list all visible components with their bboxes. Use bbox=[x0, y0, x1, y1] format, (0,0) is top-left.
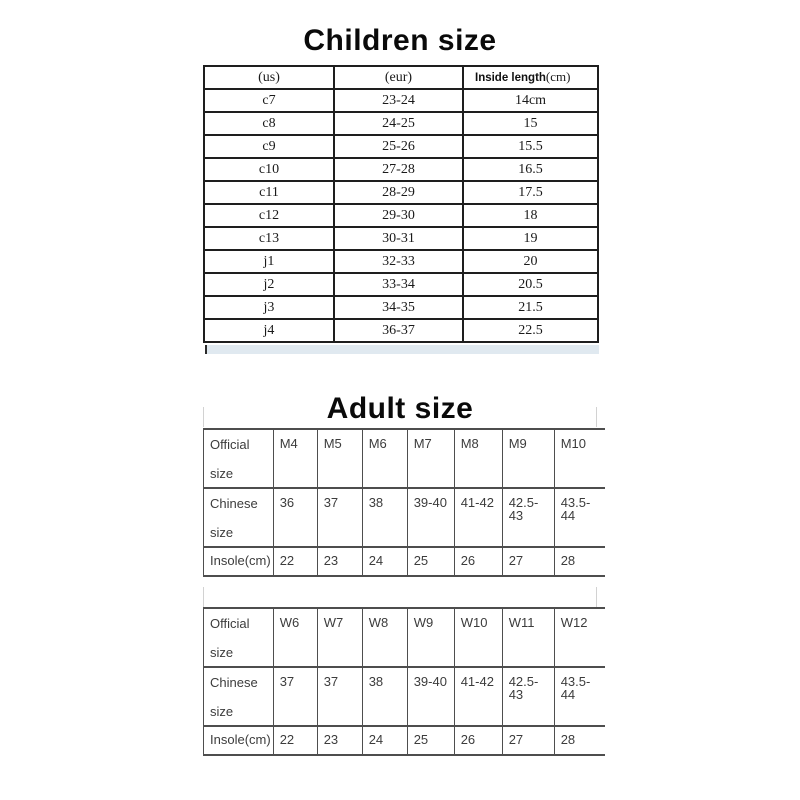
label-line: size bbox=[210, 525, 234, 540]
us-size-cell: j2 bbox=[204, 273, 334, 296]
chinese-size-cell: 36 bbox=[273, 488, 317, 547]
official-size-cell: W7 bbox=[317, 608, 362, 667]
row-label-insole: Insole(cm) bbox=[204, 726, 274, 755]
border-tick bbox=[596, 407, 597, 427]
inside-length-cell: 19 bbox=[463, 227, 598, 250]
table-row bbox=[204, 112, 598, 135]
table-row bbox=[204, 296, 598, 319]
insole-cell: 27 bbox=[502, 547, 554, 576]
inside-length-cell: 15.5 bbox=[463, 135, 598, 158]
chinese-size-cell: 37 bbox=[273, 667, 317, 726]
chinese-size-cell: 39-40 bbox=[407, 667, 454, 726]
chinese-size-cell: 38 bbox=[362, 667, 407, 726]
inside-length-cell: 22.5 bbox=[463, 319, 598, 342]
label-line: size bbox=[210, 645, 234, 660]
row-label-chinese bbox=[204, 667, 274, 726]
children-header-row bbox=[204, 66, 598, 89]
label-line: Chinese bbox=[210, 496, 258, 511]
us-size-cell: j4 bbox=[204, 319, 334, 342]
adult-size-title: Adult size bbox=[326, 392, 474, 425]
us-size-cell: j1 bbox=[204, 250, 334, 273]
us-size-cell: c8 bbox=[204, 112, 334, 135]
inside-length-cell: 21.5 bbox=[463, 296, 598, 319]
adult-size-table-women bbox=[203, 607, 605, 756]
insole-row bbox=[204, 726, 606, 755]
border-tick bbox=[203, 587, 204, 607]
insole-row bbox=[204, 547, 606, 576]
official-size-cell: W12 bbox=[554, 608, 605, 667]
chinese-size-cell: 42.5-43 bbox=[502, 488, 554, 547]
insole-cell: 23 bbox=[317, 726, 362, 755]
eur-size-cell: 29-30 bbox=[334, 204, 463, 227]
eur-size-cell: 27-28 bbox=[334, 158, 463, 181]
official-size-cell: M5 bbox=[317, 429, 362, 488]
chinese-size-cell: 41-42 bbox=[454, 488, 502, 547]
row-label-chinese bbox=[204, 488, 274, 547]
insole-cell: 25 bbox=[407, 547, 454, 576]
us-size-cell: c13 bbox=[204, 227, 334, 250]
border-tick bbox=[203, 407, 204, 427]
official-size-cell: W6 bbox=[273, 608, 317, 667]
eur-size-cell: 25-26 bbox=[334, 135, 463, 158]
insole-cell: 25 bbox=[407, 726, 454, 755]
adult-size-table-men bbox=[203, 428, 605, 577]
table-footer-strip bbox=[205, 345, 599, 354]
children-size-title: Children size bbox=[303, 24, 497, 57]
chinese-size-cell: 42.5-43 bbox=[502, 667, 554, 726]
us-size-cell: c9 bbox=[204, 135, 334, 158]
row-label-official bbox=[204, 608, 274, 667]
eur-size-cell: 36-37 bbox=[334, 319, 463, 342]
chinese-size-cell: 43.5-44 bbox=[554, 488, 605, 547]
us-size-cell: j3 bbox=[204, 296, 334, 319]
chinese-size-cell: 37 bbox=[317, 488, 362, 547]
official-size-cell: M6 bbox=[362, 429, 407, 488]
table-row bbox=[204, 135, 598, 158]
insole-cell: 26 bbox=[454, 547, 502, 576]
official-size-cell: M7 bbox=[407, 429, 454, 488]
table-row bbox=[204, 181, 598, 204]
chinese-size-row bbox=[204, 667, 606, 726]
official-size-cell: W9 bbox=[407, 608, 454, 667]
inside-length-cell: 16.5 bbox=[463, 158, 598, 181]
insole-cell: 27 bbox=[502, 726, 554, 755]
eur-size-cell: 33-34 bbox=[334, 273, 463, 296]
official-size-cell: W8 bbox=[362, 608, 407, 667]
table-row bbox=[204, 204, 598, 227]
insole-cell: 26 bbox=[454, 726, 502, 755]
us-size-cell: c10 bbox=[204, 158, 334, 181]
header-us: (us) bbox=[204, 66, 334, 89]
eur-size-cell: 24-25 bbox=[334, 112, 463, 135]
insole-cell: 28 bbox=[554, 547, 605, 576]
insole-cell: 24 bbox=[362, 547, 407, 576]
children-size-table bbox=[203, 65, 599, 343]
chinese-size-row bbox=[204, 488, 606, 547]
us-size-cell: c11 bbox=[204, 181, 334, 204]
official-size-row bbox=[204, 608, 606, 667]
official-size-cell: M9 bbox=[502, 429, 554, 488]
insole-cell: 22 bbox=[273, 726, 317, 755]
insole-cell: 28 bbox=[554, 726, 605, 755]
official-size-row bbox=[204, 429, 606, 488]
official-size-cell: M8 bbox=[454, 429, 502, 488]
inside-length-label: Inside length bbox=[475, 72, 546, 84]
eur-size-cell: 30-31 bbox=[334, 227, 463, 250]
chinese-size-cell: 38 bbox=[362, 488, 407, 547]
inside-length-cell: 20.5 bbox=[463, 273, 598, 296]
row-label-insole: Insole(cm) bbox=[204, 547, 274, 576]
eur-size-cell: 34-35 bbox=[334, 296, 463, 319]
label-line: Official bbox=[210, 437, 250, 452]
inside-length-cell: 14cm bbox=[463, 89, 598, 112]
table-row bbox=[204, 250, 598, 273]
label-line: Official bbox=[210, 616, 250, 631]
official-size-cell: M10 bbox=[554, 429, 605, 488]
table-row bbox=[204, 319, 598, 342]
eur-size-cell: 32-33 bbox=[334, 250, 463, 273]
header-eur: (eur) bbox=[334, 66, 463, 89]
row-label-official bbox=[204, 429, 274, 488]
header-inside-length bbox=[463, 66, 598, 89]
official-size-cell: W10 bbox=[454, 608, 502, 667]
table-row bbox=[204, 273, 598, 296]
label-line: size bbox=[210, 704, 234, 719]
inside-length-cell: 18 bbox=[463, 204, 598, 227]
insole-cell: 22 bbox=[273, 547, 317, 576]
table-row bbox=[204, 89, 598, 112]
border-tick bbox=[596, 587, 597, 607]
official-size-cell: W11 bbox=[502, 608, 554, 667]
insole-cell: 23 bbox=[317, 547, 362, 576]
us-size-cell: c12 bbox=[204, 204, 334, 227]
official-size-cell: M4 bbox=[273, 429, 317, 488]
insole-cell: 24 bbox=[362, 726, 407, 755]
chinese-size-cell: 43.5-44 bbox=[554, 667, 605, 726]
chinese-size-cell: 37 bbox=[317, 667, 362, 726]
eur-size-cell: 23-24 bbox=[334, 89, 463, 112]
chinese-size-cell: 39-40 bbox=[407, 488, 454, 547]
inside-length-cell: 17.5 bbox=[463, 181, 598, 204]
inside-length-cell: 20 bbox=[463, 250, 598, 273]
eur-size-cell: 28-29 bbox=[334, 181, 463, 204]
label-line: size bbox=[210, 466, 234, 481]
label-line: Chinese bbox=[210, 675, 258, 690]
us-size-cell: c7 bbox=[204, 89, 334, 112]
inside-length-unit: (cm) bbox=[545, 69, 571, 84]
chinese-size-cell: 41-42 bbox=[454, 667, 502, 726]
inside-length-cell: 15 bbox=[463, 112, 598, 135]
table-row bbox=[204, 227, 598, 250]
table-row bbox=[204, 158, 598, 181]
